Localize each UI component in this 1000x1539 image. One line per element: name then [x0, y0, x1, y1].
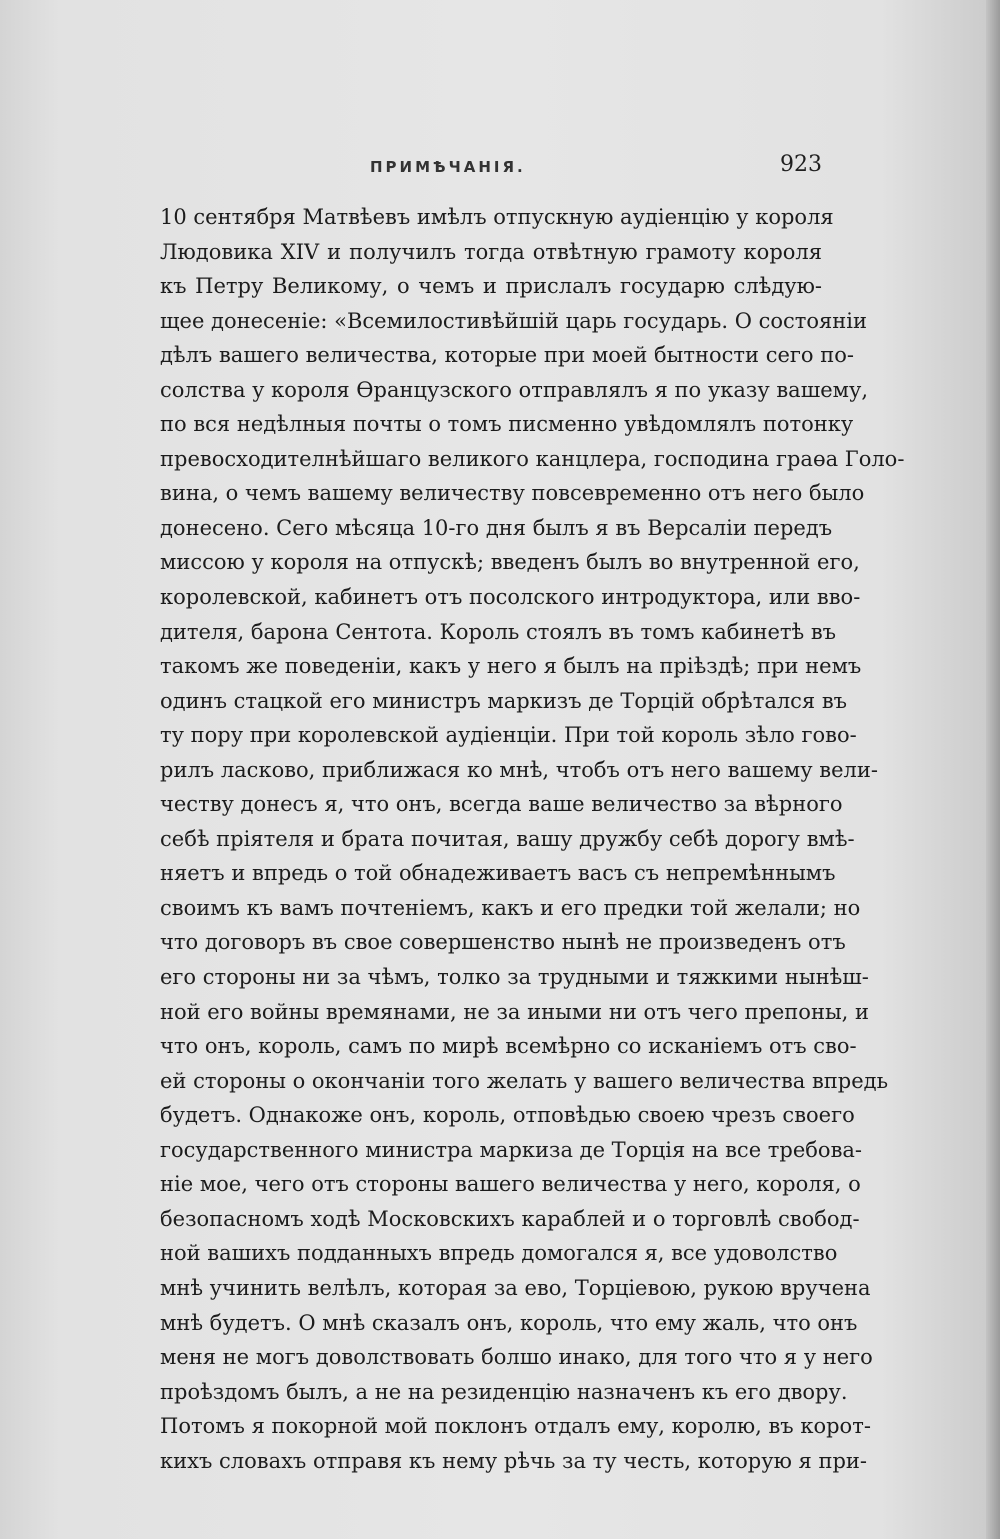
text-line: своимъ къ вамъ почтеніемъ, какъ и его предки той желали; но [160, 895, 861, 920]
text-line: рилъ ласково, приближася ко мнѣ, чтобъ отъ него вашему вели- [160, 757, 878, 782]
text-line: что договоръ въ свое совершенство нынѣ не произведенъ отъ [160, 930, 846, 955]
text-line: превосходителнѣйшаго великого канцлера, господина граөа Голо- [160, 446, 905, 471]
text-line: королевской, кабинетъ отъ посолского интродуктора, или вво- [160, 585, 861, 610]
text-line: ніе мое, чего отъ стороны вашего величества у него, короля, о [160, 1172, 861, 1197]
text-line: что онъ, король, самъ по мирѣ всемѣрно со исканіемъ отъ сво- [160, 1034, 857, 1059]
page-number: 923 [780, 152, 822, 177]
text-line: меня не могъ доволствовать болшо инако, для того что я у него [160, 1345, 873, 1370]
text-line: дителя, барона Сентота. Король стоялъ въ томъ кабинетѣ въ [160, 619, 837, 644]
text-line: себѣ пріятеля и брата почитая, вашу дружбу себѣ дорогу вмѣ- [160, 826, 855, 851]
text-line: вина, о чемъ вашему величеству повсевременно отъ него было [160, 481, 865, 506]
text-line: солства у короля Өранцузского отправлялъ я по указу вашему, [160, 377, 869, 402]
text-line: проѣздомъ былъ, а не на резиденцію назначенъ къ его двору. [160, 1379, 848, 1404]
text-line: 10 сентября Матвѣевъ имѣлъ отпускную аудіенцію у короля [160, 205, 834, 229]
text-line: миссою у короля на отпускѣ; введенъ былъ во внутренной его, [160, 550, 860, 575]
text-line: мнѣ будетъ. О мнѣ сказалъ онъ, король, что ему жаль, что онъ [160, 1310, 858, 1335]
text-line: дѣлъ вашего величества, которые при моей бытности сего по- [160, 343, 854, 368]
text-line: честву донесъ я, что онъ, всегда ваше величество за вѣрного [160, 792, 843, 817]
text-line: ной его войны времянами, не за иными ни отъ чего препоны, и [160, 999, 870, 1024]
running-head-title: ПРИМѢЧАНІЯ. [370, 158, 526, 176]
text-line: мнѣ учинить велѣлъ, которая за ево, Торціевою, рукою вручена [160, 1275, 871, 1300]
text-line: къ Петру Великому, о чемъ и прислалъ государю слѣдую- [160, 274, 822, 299]
text-line: кихъ словахъ отправя къ нему рѣчь за ту честь, которую я при- [160, 1448, 867, 1473]
text-line: ту пору при королевской аудіенціи. При той король зѣло гово- [160, 723, 857, 748]
text-line: ной вашихъ подданныхъ впредь домогался я, все удоволство [160, 1241, 838, 1266]
text-line: по вся недѣлныя почты о томъ писменно увѣдомлялъ потонку [160, 412, 854, 437]
text-line: щее донесеніе: «Всемилостивѣйшій царь государь. О состояніи [160, 308, 867, 333]
text-line: государственного министра маркиза де Торція на все требова- [160, 1137, 863, 1162]
text-line: няетъ и впредь о той обнадеживаетъ васъ съ непремѣннымъ [160, 861, 836, 886]
text-line: донесено. Сего мѣсяца 10-го дня былъ я въ Версаліи передъ [160, 515, 833, 540]
text-line: Потомъ я покорной мой поклонъ отдалъ ему, королю, въ корот- [160, 1414, 871, 1439]
text-line: такомъ же поведеніи, какъ у него я былъ на пріѣздѣ; при немъ [160, 654, 862, 679]
text-line: ей стороны о окончаніи того желать у вашего величества впредь [160, 1068, 889, 1093]
running-head [160, 150, 822, 190]
text-line: Людовика XIV и получилъ тогда отвѣтную грамоту короля [160, 239, 822, 264]
text-line: будетъ. Однакоже онъ, король, отповѣдью своею чрезъ своего [160, 1103, 855, 1128]
text-line: безопасномъ ходѣ Московскихъ караблей и о торговлѣ свобод- [160, 1206, 860, 1231]
text-line: его стороны ни за чѣмъ, толко за трудными и тяжкими нынѣш- [160, 965, 869, 990]
text-line: одинъ стацкой его министръ маркизъ де Торцій обрѣтался въ [160, 688, 848, 713]
page-edge [986, 0, 1000, 1539]
body-text [160, 200, 905, 1478]
